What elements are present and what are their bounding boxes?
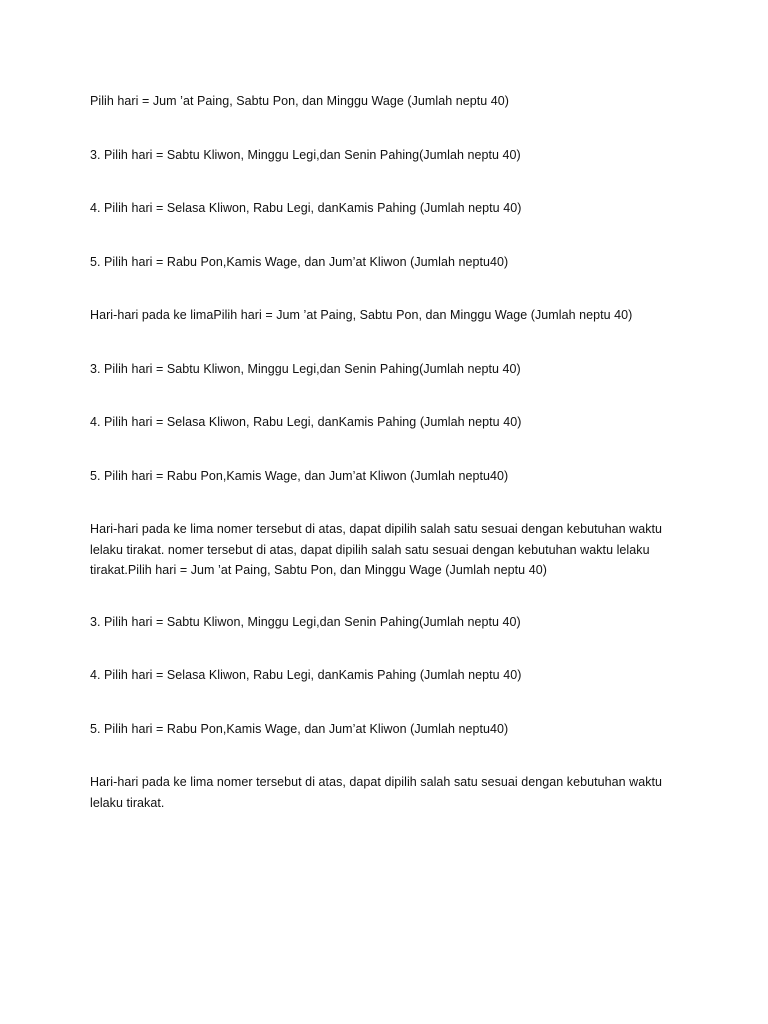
paragraph-pilih-hari-1: Pilih hari = Jum ’at Paing, Sabtu Pon, dan Minggu Wage (Jumlah neptu 40) xyxy=(90,94,509,108)
paragraph-hari-hari-3: Hari-hari pada ke lima nomer tersebut di atas, dapat dipilih salah satu sesuai dengan kebutuhan waktu lelaku tirakat. xyxy=(90,775,663,810)
paragraph-item-5: 5. Pilih hari = Rabu Pon,Kamis Wage, dan Jum’at Kliwon (Jumlah neptu40) xyxy=(90,254,509,269)
paragraph-item-3: 3. Pilih hari = Sabtu Kliwon, Minggu Legi,dan Senin Pahing(Jumlah neptu 40) xyxy=(90,614,521,629)
paragraph-item-3: 3. Pilih hari = Sabtu Kliwon, Minggu Legi,dan Senin Pahing(Jumlah neptu 40) xyxy=(90,361,521,376)
paragraph-hari-hari-1: Hari-hari pada ke limaPilih hari = Jum ’at Paing, Sabtu Pon, dan Minggu Wage (Jumlah neptu 40) xyxy=(90,308,633,322)
paragraph-item-4: 4. Pilih hari = Selasa Kliwon, Rabu Legi, danKamis Pahing (Jumlah neptu 40) xyxy=(90,201,522,215)
document-body xyxy=(90,91,690,846)
paragraph-item-4: 4. Pilih hari = Selasa Kliwon, Rabu Legi, danKamis Pahing (Jumlah neptu 40) xyxy=(90,668,522,682)
paragraph-item-5: 5. Pilih hari = Rabu Pon,Kamis Wage, dan Jum’at Kliwon (Jumlah neptu40) xyxy=(90,468,509,483)
paragraph-item-5: 5. Pilih hari = Rabu Pon,Kamis Wage, dan Jum’at Kliwon (Jumlah neptu40) xyxy=(90,721,509,736)
paragraph-item-3: 3. Pilih hari = Sabtu Kliwon, Minggu Legi,dan Senin Pahing(Jumlah neptu 40) xyxy=(90,147,521,162)
paragraph-item-4: 4. Pilih hari = Selasa Kliwon, Rabu Legi, danKamis Pahing (Jumlah neptu 40) xyxy=(90,415,522,429)
paragraph-hari-hari-2: Hari-hari pada ke lima nomer tersebut di atas, dapat dipilih salah satu sesuai dengan kebutuhan waktu lelaku tirakat. nomer tersebut di atas, dapat dipilih salah satu sesuai dengan kebutuhan waktu lelaku tirakat.Pilih hari = Jum ’at Paing, Sabtu Pon, dan Minggu Wage (Jumlah neptu 40) xyxy=(90,522,663,577)
